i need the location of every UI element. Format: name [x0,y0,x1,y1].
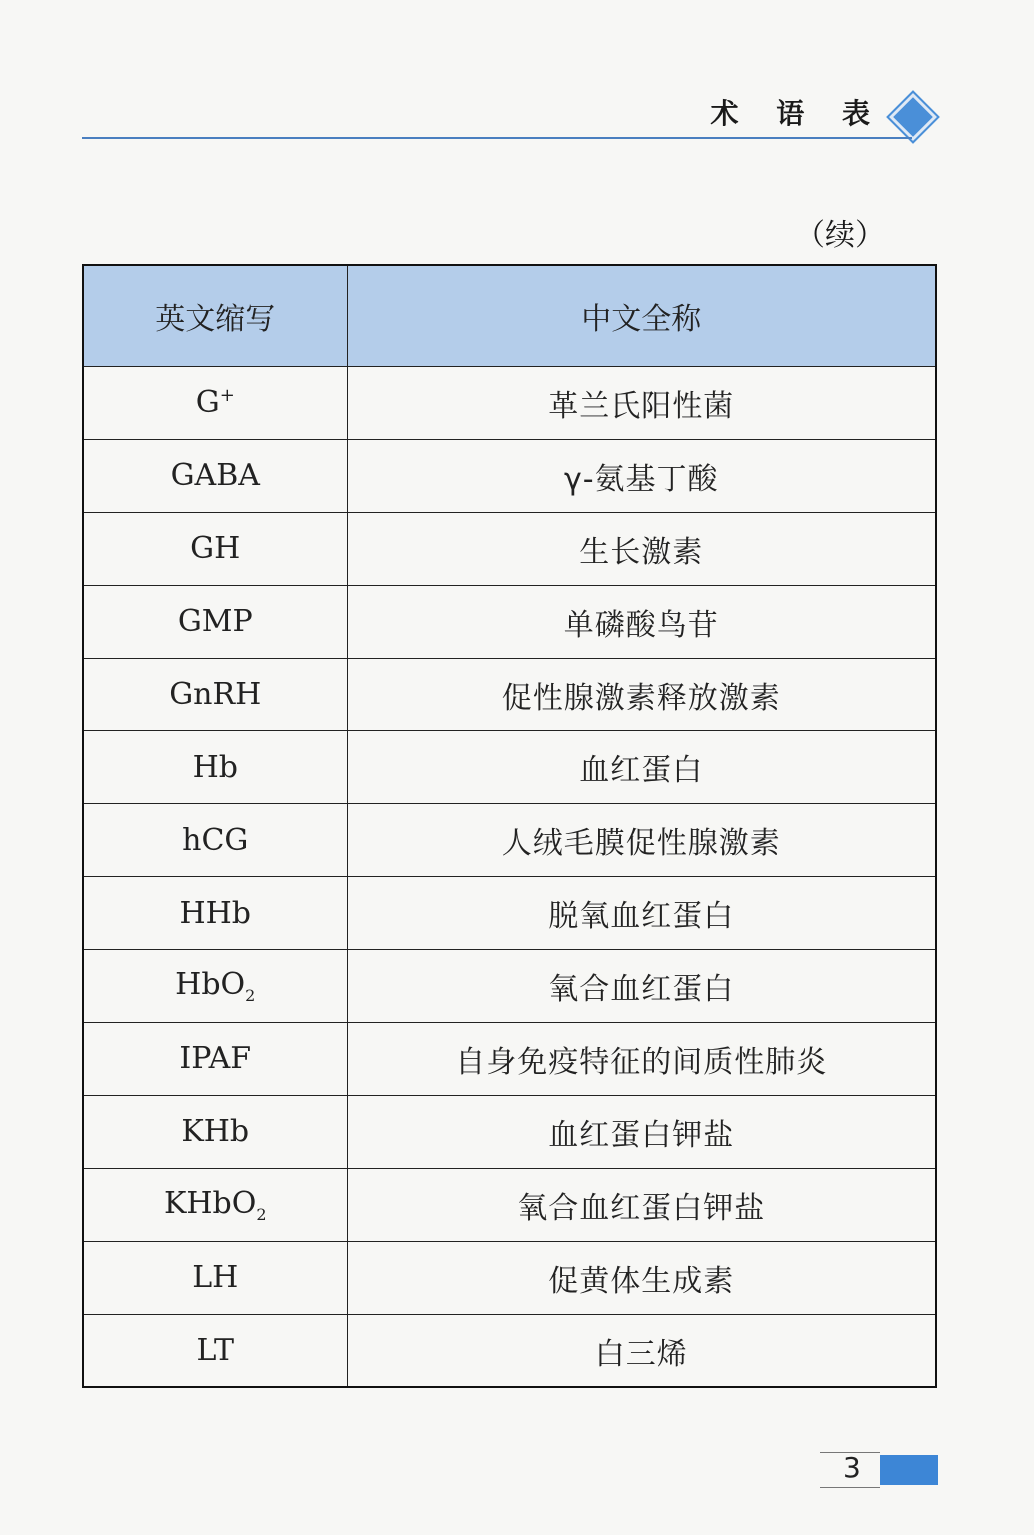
abbr-superscript: + [219,385,235,407]
full-name-cell: 氧合血红蛋白 [347,950,936,1023]
glossary-body [83,367,936,1388]
table-row [83,512,936,585]
abbr-text: GMP [177,604,253,640]
abbr-text: KHb [181,1114,250,1150]
glossary-table [82,264,937,1388]
full-name-cell: γ-氨基丁酸 [347,439,936,512]
full-name-cell: 白三烯 [347,1314,936,1387]
full-name-cell: 血红蛋白钾盐 [347,1095,936,1168]
table-row [83,731,936,804]
abbr-text: GABA [170,458,260,494]
abbr-text: GH [190,531,241,567]
abbr-cell [83,1241,347,1314]
table-row [83,1023,936,1096]
abbr-text: HHb [179,895,252,931]
abbr-text: LT [196,1333,234,1369]
abbr-subscript: 2 [245,986,256,1006]
abbr-text: hCG [182,822,249,858]
abbr-cell [83,804,347,877]
full-name-cell: 革兰氏阳性菌 [347,367,936,440]
abbr-cell [83,439,347,512]
full-name-cell: 单磷酸鸟苷 [347,585,936,658]
diamond-icon [889,93,937,141]
section-title: 术 语 表 [710,97,884,130]
abbr-text: G [195,385,220,421]
table-row [83,367,936,440]
abbr-text: LH [192,1260,239,1296]
table-row [83,658,936,731]
abbr-text: HbO [175,967,246,1003]
abbr-text: KHbO [163,1185,257,1221]
full-name-cell: 促黄体生成素 [347,1241,936,1314]
abbr-cell [83,367,347,440]
abbr-cell [83,512,347,585]
full-name-cell: 促性腺激素释放激素 [347,658,936,731]
page-number: 3 [843,1451,861,1484]
abbr-cell [83,950,347,1023]
abbr-cell [83,1314,347,1387]
full-name-cell: 脱氧血红蛋白 [347,877,936,950]
column-header-abbr: 英文缩写 [83,265,347,367]
header-divider [82,137,912,139]
table-row [83,950,936,1023]
table-header-row [83,265,936,367]
abbr-text: IPAF [179,1041,252,1077]
abbr-cell [83,877,347,950]
abbr-cell [83,1023,347,1096]
full-name-cell: 血红蛋白 [347,731,936,804]
page-tab-marker [880,1455,938,1485]
full-name-cell: 人绒毛膜促性腺激素 [347,804,936,877]
table-row [83,877,936,950]
abbr-cell [83,585,347,658]
abbr-cell [83,731,347,804]
table-row [83,1241,936,1314]
abbr-text: Hb [192,749,238,785]
abbr-cell [83,658,347,731]
abbr-subscript: 2 [256,1204,267,1224]
full-name-cell: 氧合血红蛋白钾盐 [347,1168,936,1241]
table-row [83,1168,936,1241]
table-row [83,585,936,658]
continued-label: （续） [795,218,885,253]
abbr-cell [83,1168,347,1241]
table-row [83,1314,936,1387]
table-row [83,439,936,512]
abbr-text: GnRH [169,677,262,712]
table-row [83,804,936,877]
column-header-full: 中文全称 [347,265,936,367]
full-name-cell: 生长激素 [347,512,936,585]
full-name-cell: 自身免疫特征的间质性肺炎 [347,1023,936,1096]
abbr-cell [83,1095,347,1168]
table-row [83,1095,936,1168]
